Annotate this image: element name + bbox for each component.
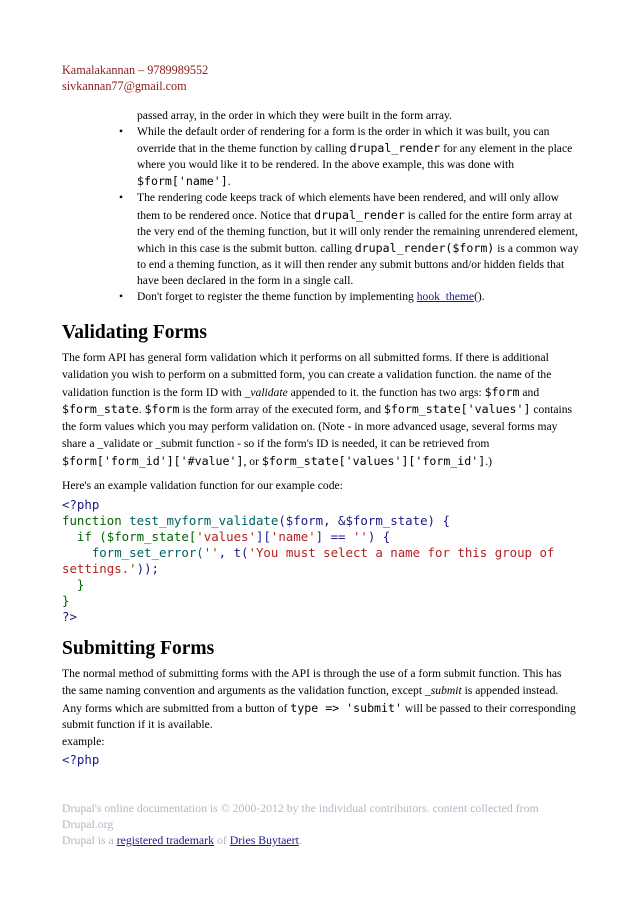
bullet-list — [119, 108, 579, 305]
bullet-icon: • — [119, 191, 124, 205]
list-item: • The rendering code keeps track of which elements have been rendered, and will only allow them to be rendered once. Notice that drupal_render is called for the entire form array at the very end of the theming function, but it will only render the remaining unrendered element, which in this case is the submit button. calling drupal_render($form) is a common way to end a theming function, as it will then render any submit buttons and/or hidden fields that have been declared in the form in a single call. — [119, 191, 579, 287]
page-footer — [62, 800, 582, 848]
author-email: sivkannan77@gmail.com — [62, 79, 187, 93]
validating-forms-heading: Validating Forms — [62, 322, 208, 343]
inline-code: $form — [484, 384, 520, 399]
hook-theme-link[interactable]: hook_theme — [416, 290, 475, 304]
inline-code: drupal_render($form) — [354, 240, 495, 255]
bullet-icon: • — [119, 125, 124, 139]
document-header — [62, 62, 208, 94]
submit-code-block: <?php — [62, 752, 100, 767]
example-intro: Here's an example validation function for our example code: — [62, 479, 343, 492]
dries-buytaert-link[interactable]: Dries Buytaert — [229, 833, 299, 847]
inline-code: $form — [144, 402, 180, 417]
inline-code: $form_state['values']['form_id'] — [261, 453, 486, 468]
inline-code: $form_state['values'] — [383, 402, 531, 417]
validating-paragraph: The form API has general form validation which it performs on all submitted forms. If there is additional validation you wish to perform on a submitted form, you can create a validation function. the name of the validation function is the form ID with _validate appended to it. the function has two args: $form and $form_state. $form is the form array of the executed form, and $form_state['values'] contains the form values which you may perform validation on. (Note - in more advanced usage, several forms may share a _validate or _submit function - so if the form's ID is needed, it can be retrieved from $form['form_id']['#value'], or $form_state['values']['form_id'].) — [62, 351, 573, 468]
author-phone: Kamalakannan – 9789989552 — [62, 63, 209, 77]
validation-code-block: <?php function test_myform_validate($form, &$form_state) { if ($form_state['values']['name'] == '') { form_set_error('', t('You must select a name for this group of settings.')); } } ?> — [62, 497, 555, 624]
footer-trademark: Drupal is a registered trademark of Dries Buytaert. — [62, 833, 302, 847]
inline-code: $form['form_id']['#value'] — [62, 453, 244, 468]
list-item: passed array, in the order in which they were built in the form array. — [137, 109, 452, 122]
inline-code: $form_state — [62, 402, 139, 417]
list-item: • While the default order of rendering for a form is the order in which it was built, you can override that in the theme function by calling drupal_render for any element in the place where you would like it to be rendered. In the above example, this was done with $form['name']. — [119, 125, 573, 189]
submitting-forms-heading: Submitting Forms — [62, 638, 215, 659]
inline-code: drupal_render — [314, 207, 405, 222]
footer-copyright: Drupal's online documentation is © 2000-2012 by the individual contributors. content collected from Drupal.org — [62, 801, 539, 831]
bullet-icon: • — [119, 290, 124, 304]
inline-code: type => 'submit' — [290, 700, 402, 715]
registered-trademark-link[interactable]: registered trademark — [116, 833, 214, 847]
inline-code: $form['name'] — [137, 174, 228, 189]
list-item: • Don't forget to register the theme function by implementing hook_theme(). — [119, 289, 579, 305]
inline-code: drupal_render — [349, 141, 441, 156]
example-label: example: — [62, 735, 105, 748]
submitting-paragraph: The normal method of submitting forms with the API is through the use of a form submit function. This has the same naming convention and arguments as the validation function, except _submit is appended instead. Any forms which are submitted from a button of type => 'submit' will be passed to their corresponding submit function if it is available. — [62, 667, 576, 732]
